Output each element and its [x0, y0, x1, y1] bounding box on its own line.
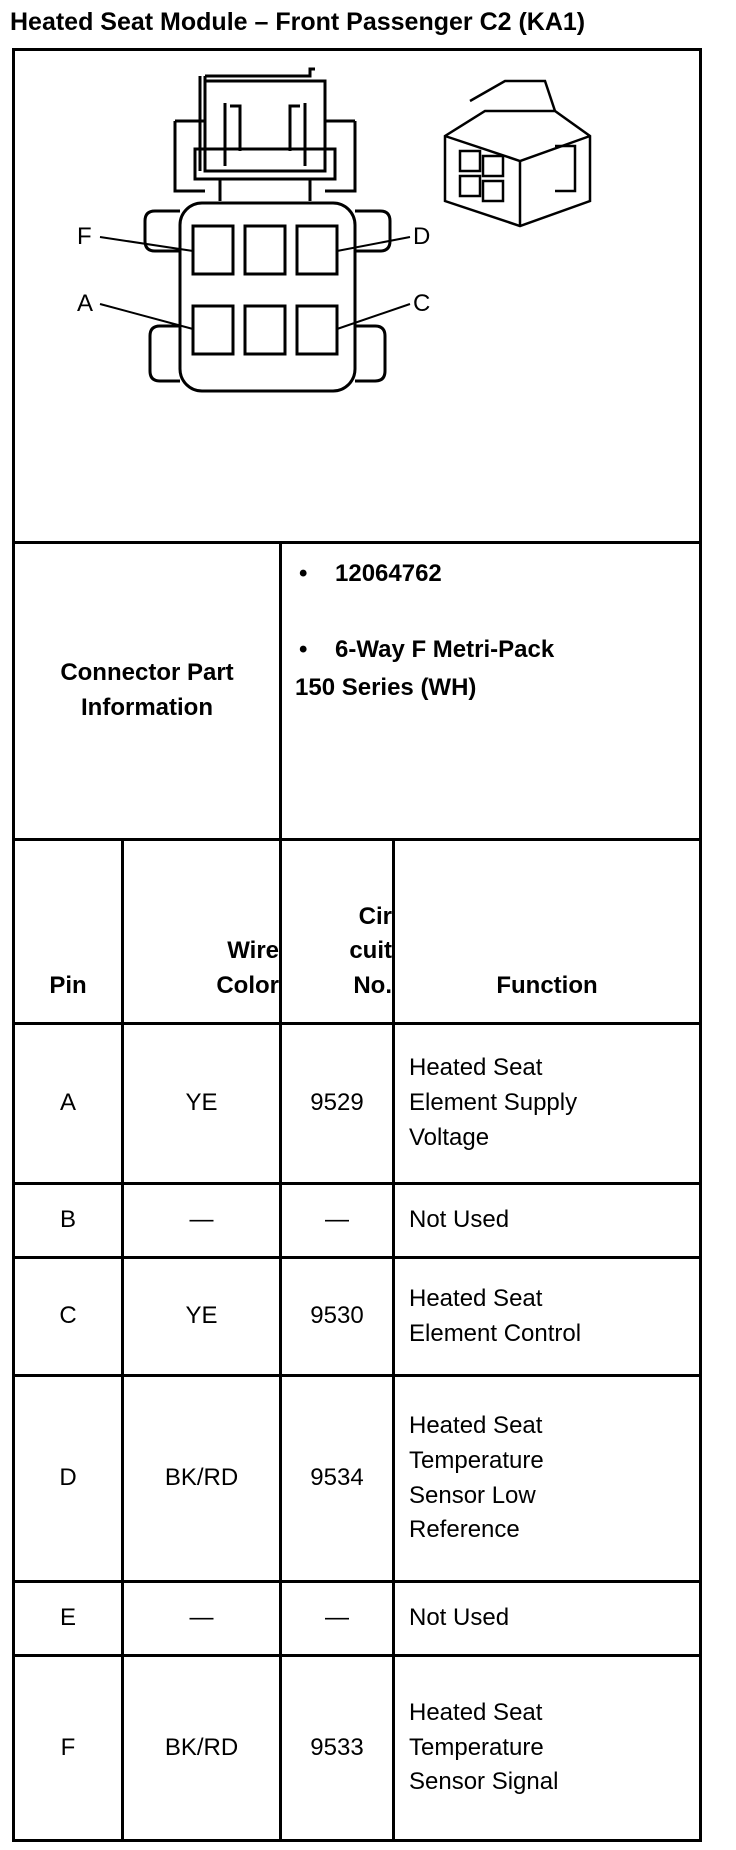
function-line: Element Supply [409, 1089, 578, 1117]
cell-circuit: 9530 [310, 1302, 364, 1330]
connector-label-line: Connector Part [60, 659, 234, 687]
cell-pin: C [59, 1302, 77, 1330]
cell-function [395, 1259, 699, 1374]
part-number: 12064762 [335, 560, 442, 587]
cell-circuit: 9534 [310, 1464, 364, 1492]
connector-part-label [15, 544, 279, 838]
cell-function [395, 1583, 699, 1654]
header-function: Function [496, 972, 598, 1000]
pin-label-C: C [413, 290, 431, 317]
header-text: cuit [349, 937, 392, 965]
function-line: Temperature [409, 1446, 544, 1474]
cell-circuit: — [325, 1604, 349, 1632]
function-line: Heated Seat [409, 1284, 543, 1312]
page-title: Heated Seat Module – Front Passenger C2 (KA1) [10, 8, 586, 36]
connector-3d-icon [445, 81, 590, 226]
cell-circuit: — [325, 1206, 349, 1234]
cell-circuit: 9529 [310, 1089, 364, 1117]
cell-wire-color: BK/RD [164, 1464, 239, 1492]
function-line: Element Control [409, 1319, 582, 1347]
function-line: Heated Seat [409, 1698, 543, 1726]
cell-wire-color: BK/RD [164, 1733, 239, 1761]
function-line: Not Used [409, 1604, 510, 1632]
header-text: Wire [227, 937, 279, 965]
function-line: Not Used [409, 1206, 510, 1234]
function-line: Temperature [409, 1733, 544, 1761]
header-text: Color [216, 972, 279, 1000]
function-line: Voltage [409, 1123, 490, 1151]
pin-label-F: F [77, 223, 92, 250]
cell-pin: D [59, 1464, 77, 1492]
cell-function [395, 1025, 699, 1182]
pin-label-A: A [77, 290, 94, 317]
header-text: Cir [358, 902, 392, 930]
cell-pin: A [59, 1089, 76, 1117]
header-wire-color [124, 841, 279, 1022]
cell-pin: F [60, 1733, 76, 1761]
cell-circuit: 9533 [310, 1733, 364, 1761]
connector-part-info [283, 560, 693, 708]
header-circuit-no [282, 841, 392, 1022]
cell-function [395, 1657, 699, 1839]
connector-description: 150 Series (WH) [295, 674, 477, 701]
header-text: No. [353, 972, 392, 1000]
cell-wire-color: — [189, 1604, 214, 1632]
cell-pin: B [59, 1206, 76, 1234]
cell-pin: E [59, 1604, 76, 1632]
cell-wire-color: YE [185, 1089, 218, 1117]
cell-function [395, 1185, 699, 1256]
connector-description: 6-Way F Metri-Pack [335, 636, 555, 663]
function-line: Sensor Low [409, 1481, 536, 1509]
connector-label-line: Information [81, 694, 213, 721]
cell-wire-color: — [189, 1206, 214, 1234]
function-line: Reference [409, 1516, 520, 1544]
cell-wire-color: YE [185, 1302, 218, 1330]
header-pin: Pin [49, 972, 87, 1000]
bullet: • [299, 560, 308, 587]
cell-function [395, 1377, 699, 1580]
function-line: Sensor Signal [409, 1768, 559, 1796]
bullet: • [299, 636, 308, 663]
pin-label-D: D [413, 223, 431, 250]
function-line: Heated Seat [409, 1411, 543, 1439]
connector-diagram [15, 51, 699, 541]
function-line: Heated Seat [409, 1054, 543, 1082]
